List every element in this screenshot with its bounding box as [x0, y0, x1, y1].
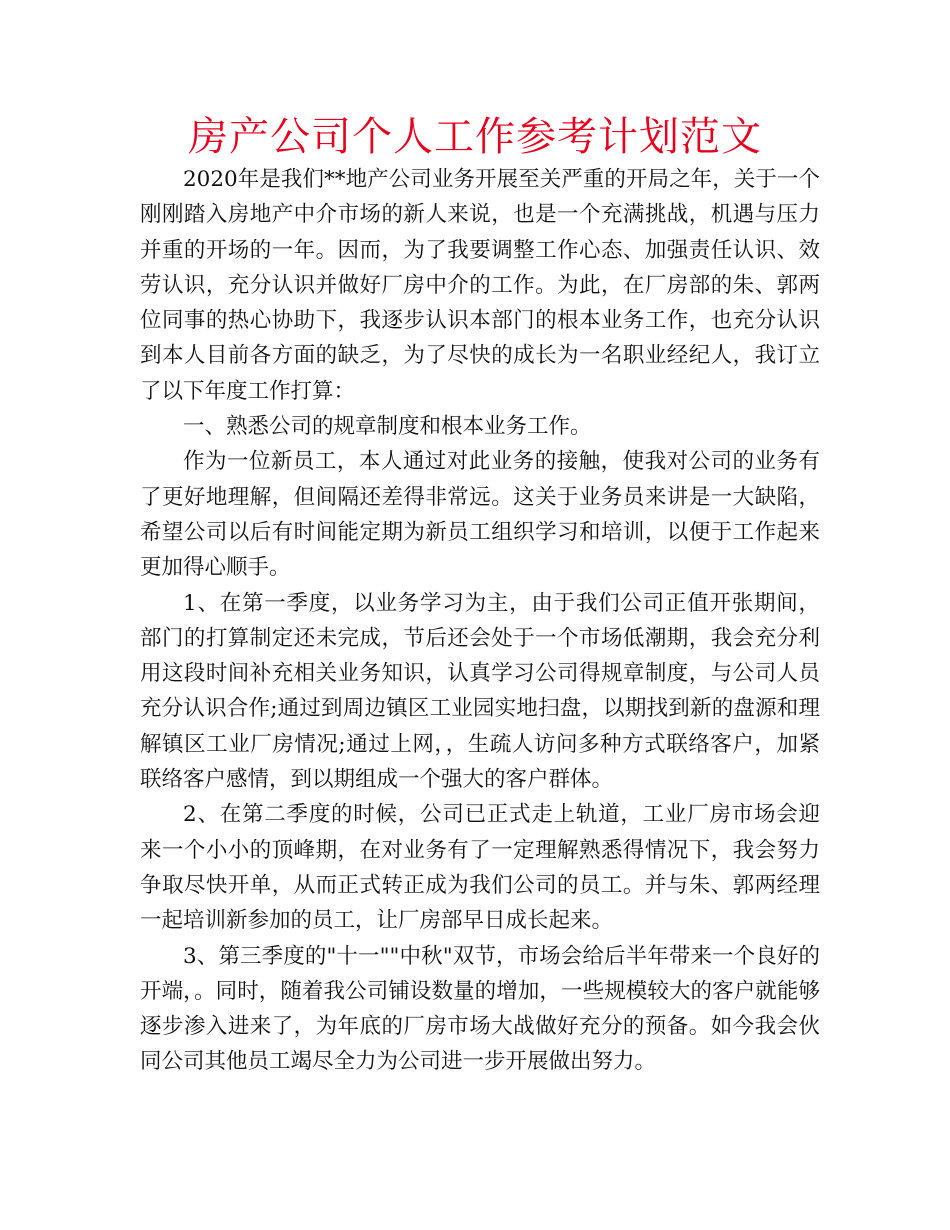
paragraph-new-employee: 作为一位新员工，本人通过对此业务的接触，使我对公司的业务有了更好地理解，但间隔还差得非常远。这关于业务员来讲是一大缺陷，希望公司以后有时间能定期为新员工组织学习和培训，以便于工作起来更加得心顺手。	[140, 449, 820, 581]
document-title: 房产公司个人工作参考计划范文	[188, 114, 762, 160]
paragraph-intro: 2020年是我们**地产公司业务开展至关严重的开局之年，关于一个刚刚踏入房地产中介市场的新人来说，也是一个充满挑战，机遇与压力并重的开场的一年。因而，为了我要调整工作心态、加强责任认识、效劳认识，充分认识并做好厂房中介的工作。为此，在厂房部的朱、郭两位同事的热心协助下，我逐步认识本部门的根本业务工作，也充分认识到本人目前各方面的缺乏，为了尽快的成长为一名职业经纪人，我订立了以下年度工作打算：	[140, 167, 820, 404]
paragraph-section-heading: 一、熟悉公司的规章制度和根本业务工作。	[183, 414, 592, 440]
paragraph-q3: 3、第三季度的"十一""中秋"双节，市场会给后半年带来一个良好的开端，。同时，随着我公司铺设数量的增加，一些规模较大的客户就能够逐步渗入进来了，为年底的厂房市场大战做好充分的预备。如今我会伙同公司其他员工竭尽全力为公司进一步开展做出努力。	[140, 943, 820, 1075]
paragraph-q2: 2、在第二季度的时候，公司已正式走上轨道，工业厂房市场会迎来一个小小的顶峰期，在对业务有了一定理解熟悉得情况下，我会努力争取尽快开单，从而正式转正成为我们公司的员工。并与朱、郭两经理一起培训新参加的员工，让厂房部早日成长起来。	[140, 802, 820, 934]
paragraph-q1: 1、在第一季度，以业务学习为主，由于我们公司正值开张期间，部门的打算制定还未完成，节后还会处于一个市场低潮期，我会充分利用这段时间补充相关业务知识，认真学习公司得规章制度，与公司人员充分认识合作;通过到周边镇区工业园实地扫盘，以期找到新的盘源和理解镇区工业厂房情况;通过上网，，生疏人访问多种方式联络客户，加紧联络客户感情，到以期组成一个强大的客户群体。	[140, 590, 820, 793]
document-body	[140, 162, 820, 1080]
